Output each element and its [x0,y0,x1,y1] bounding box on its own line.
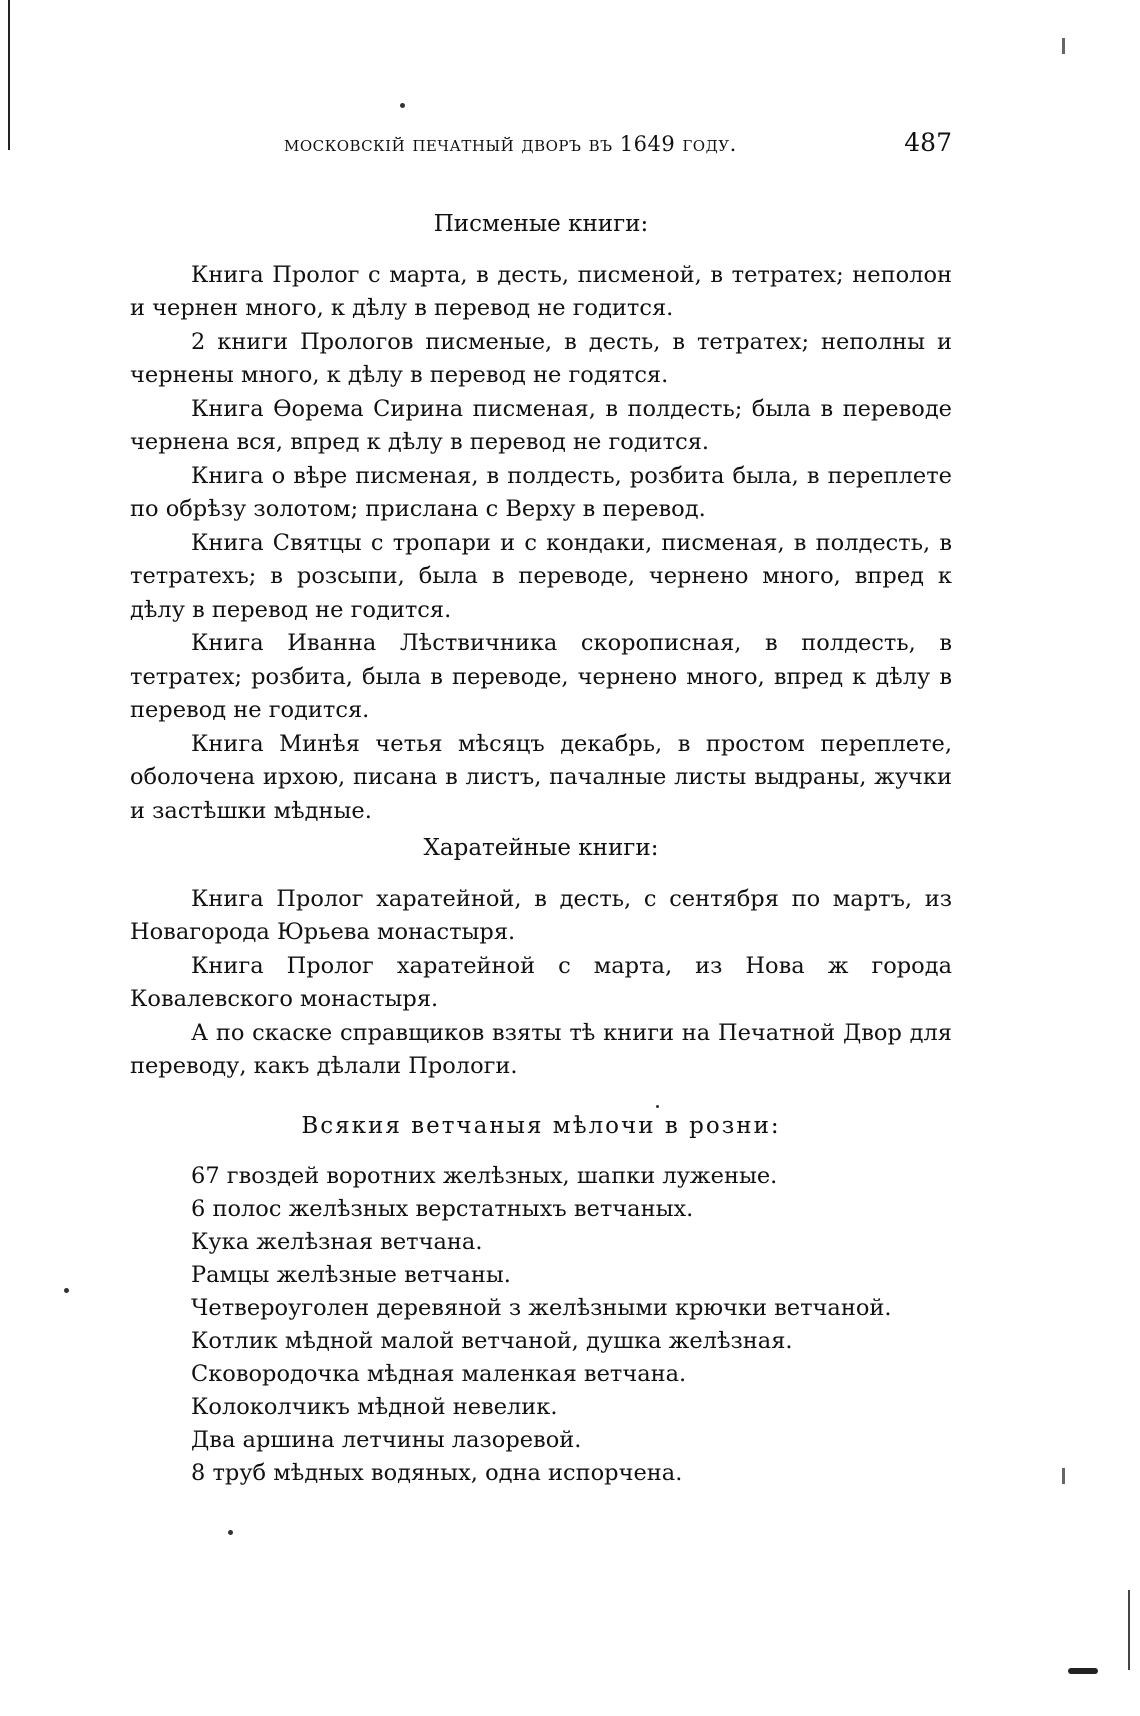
list-item: 8 труб мѣдных водяных, одна испорчена. [191,1460,683,1486]
section-old-small-items [130,1110,952,1491]
section-written-books [130,208,952,828]
running-title: московскій печатный дворъ въ 1649 году. [284,132,737,156]
section-parchment-books [130,832,952,1084]
section-heading: Харатейные книги: [423,835,659,861]
item-list [130,1160,952,1490]
paragraph: Книга Пролог харатейной, в десть, с сентября по мартъ, из Новагорода Юрьева монастыря. [130,885,952,945]
page-header [130,128,952,168]
paragraph: А по скаске справщиков взяты тѣ книги на Печатной Двор для переводу, какъ дѣлали Прологи. [130,1019,952,1079]
list-item: Кука желѣзная ветчана. [191,1229,483,1255]
paragraph: 2 книги Прологов писменые, в десть, в тетратех; неполны и чернены много, к дѣлу в перевод не годятся. [130,328,952,388]
list-item: Два аршина летчины лазоревой. [191,1427,582,1453]
paragraph: Книга Пролог харатейной с марта, из Нова ж города Ковалевского монастыря. [130,952,952,1012]
paragraph: Книга Иванна Лѣствичника скорописная, в полдесть, в тетратех; розбита, была в переводе, чернено много, впред к дѣлу в перевод не годится. [130,630,952,723]
speck [228,1530,233,1535]
right-edge-rule [1128,1590,1130,1670]
margin-mark [1062,38,1065,54]
left-edge-rule [8,0,10,150]
speck [64,1288,69,1293]
margin-mark [1062,1468,1065,1484]
list-item: Колоколчикъ мѣдной невелик. [191,1394,558,1420]
paragraph: Книга Минѣя четья мѣсяцъ декабрь, в простом переплете, оболочена ирхою, писана в листъ, пачалные листы выдраны, жучки и застѣшки мѣдные. [130,730,952,824]
list-item: Котлик мѣдной малой ветчаной, душка желѣзная. [191,1328,793,1354]
section-heading: Писменые книги: [433,211,649,237]
list-item: 67 гвоздей воротних желѣзных, шапки луженые. [191,1163,778,1189]
list-item: Четвероуголен деревяной з желѣзными крючки ветчаной. [191,1295,892,1321]
speck [400,103,405,108]
paragraph: Книга Ѳорема Сирина писменая, в полдесть; была в переводе чернена вся, впред к дѣлу в перевод не годится. [130,395,952,455]
list-item: 6 полос желѣзных верстатныхъ ветчаных. [191,1196,694,1222]
paragraph: Книга Пролог с марта, в десть, писменой, в тетратех; неполон и чернен много, к дѣлу в перевод не годится. [130,261,952,321]
list-item: Рамцы желѣзные ветчаны. [191,1262,511,1288]
page-body [130,208,952,1490]
paragraph: Книга о вѣре писменая, в полдесть, розбита была, в переплете по обрѣзу золотом; прислана с Верху в перевод. [130,462,952,522]
list-item: Сковородочка мѣдная маленкая ветчана. [191,1361,687,1387]
section-heading: Всякия ветчаныя мѣлочи в розни: [301,1112,781,1139]
page-number: 487 [904,128,952,157]
dash-mark [1068,1668,1098,1674]
paragraph: Книга Святцы с тропари и с кондаки, писменая, в полдесть, в тетратехъ; в розсыпи, была в переводе, чернено много, впред к дѣлу в перевод не годится. [130,529,952,623]
